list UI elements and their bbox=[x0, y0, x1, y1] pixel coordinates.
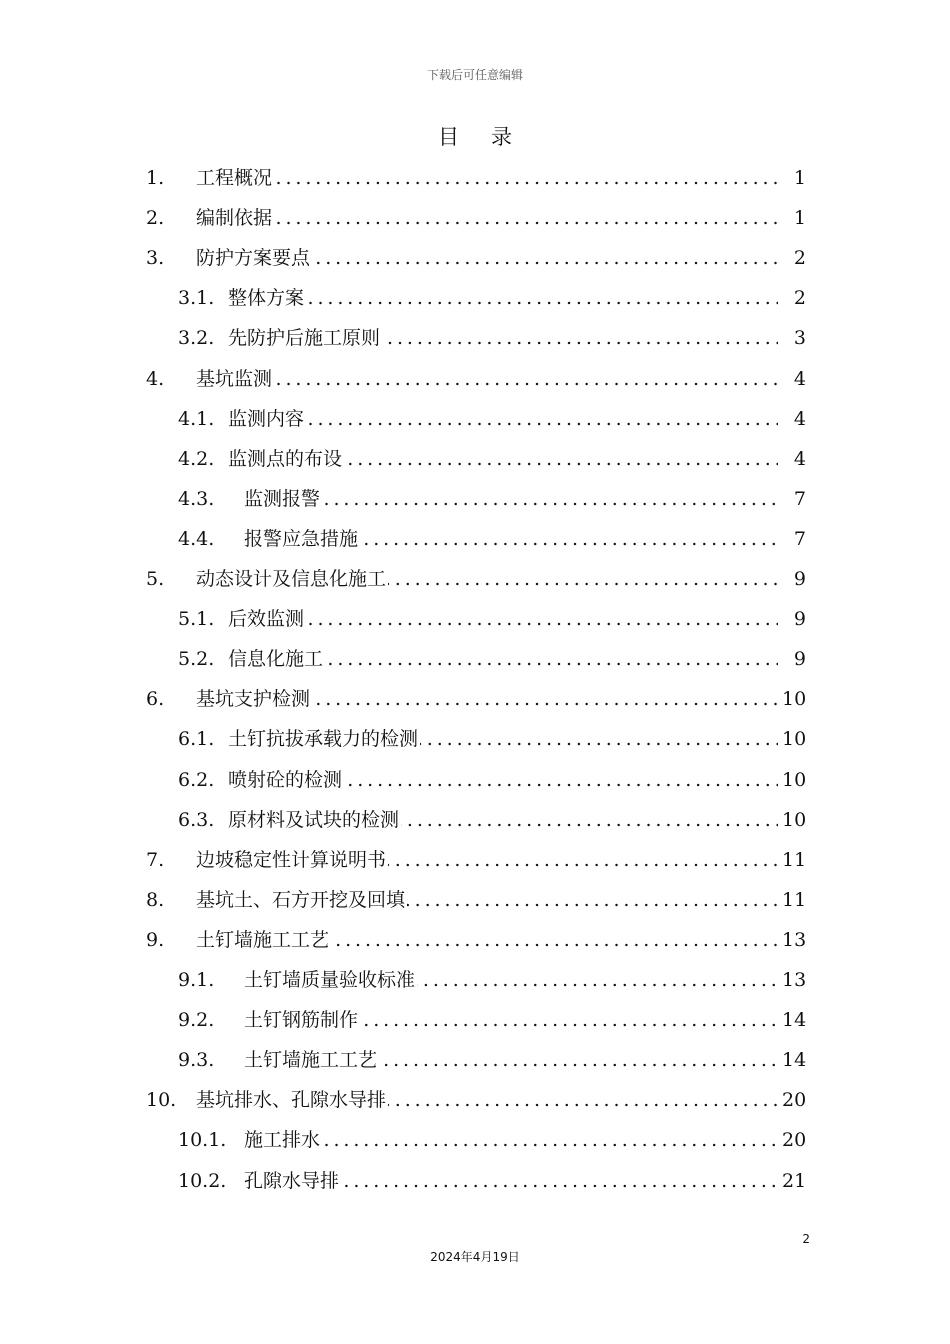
toc-entry-page: 13 bbox=[782, 969, 807, 991]
toc-title-char-2: 录 bbox=[491, 125, 512, 149]
toc-entry-number: 5.1. bbox=[178, 608, 215, 631]
toc-entry-number: 4. bbox=[146, 367, 165, 390]
toc-entry-number: 10. bbox=[146, 1089, 177, 1112]
toc-entry-label-leader bbox=[196, 1080, 778, 1120]
toc-entry-label-leader bbox=[228, 760, 778, 800]
toc-entry-page: 7 bbox=[793, 487, 806, 510]
toc-entry-number: 3. bbox=[146, 247, 165, 270]
toc-entry-label: 监测内容 bbox=[228, 407, 305, 430]
toc-entry-number: 5.2. bbox=[178, 648, 215, 671]
toc-entry[interactable] bbox=[0, 920, 950, 960]
toc-entry-label: 土钉墙施工工艺 bbox=[244, 1049, 378, 1072]
toc-entry-number: 8. bbox=[146, 888, 165, 911]
toc-entry[interactable] bbox=[0, 519, 950, 559]
toc-entry-page: 9 bbox=[793, 608, 806, 631]
toc-entry-page: 10 bbox=[782, 808, 807, 831]
toc-entry-page: 21 bbox=[782, 1169, 807, 1192]
toc-entry-number: 6.3. bbox=[178, 808, 215, 831]
toc-entry-label: 孔隙水导排 bbox=[244, 1169, 340, 1192]
toc-entry-label-leader bbox=[228, 318, 778, 358]
toc-entry-label: 整体方案 bbox=[228, 287, 305, 310]
toc-entry-number: 6. bbox=[146, 688, 165, 711]
toc-entry-label: 施工排水 bbox=[244, 1129, 321, 1152]
toc-entry-page: 11 bbox=[782, 848, 807, 871]
toc-entry-number: 10.1. bbox=[178, 1129, 227, 1152]
toc-entry-number: 4.4. bbox=[178, 527, 215, 550]
toc-entry-page: 10 bbox=[782, 728, 807, 751]
toc-entry[interactable] bbox=[0, 599, 950, 639]
toc-entry[interactable] bbox=[0, 880, 950, 920]
toc-entry-label-leader bbox=[244, 1040, 778, 1080]
toc-entry[interactable] bbox=[0, 800, 950, 840]
toc-entry-number: 3.1. bbox=[178, 287, 215, 310]
toc-entry-page: 20 bbox=[782, 1089, 807, 1112]
toc-entry-label: 土钉墙质量验收标准 bbox=[244, 969, 416, 991]
toc-entry-page: 1 bbox=[793, 167, 806, 189]
toc-entry-page: 4 bbox=[793, 367, 806, 390]
toc-entry-number: 6.1. bbox=[178, 728, 215, 751]
toc-entry-page: 14 bbox=[782, 1049, 807, 1072]
toc-entry-number: 4.2. bbox=[178, 447, 215, 470]
toc-entry-label: 基坑监测 bbox=[196, 367, 273, 390]
toc-entry-label: 防护方案要点 bbox=[196, 247, 311, 270]
toc-entry-label-leader bbox=[196, 679, 778, 719]
toc-entry-label: 先防护后施工原则 bbox=[228, 327, 381, 350]
toc-entry-label: 基坑排水、孔隙水导排 bbox=[196, 1089, 387, 1112]
page-header: 下载后可任意编辑 bbox=[426, 68, 523, 82]
toc-entry-page: 7 bbox=[793, 527, 806, 550]
toc-entry-label: 监测点的布设 bbox=[228, 447, 343, 470]
toc-entry-label-leader bbox=[196, 158, 778, 198]
toc-entry[interactable] bbox=[0, 399, 950, 439]
toc-entry-label: 编制依据 bbox=[196, 207, 273, 230]
toc-entry-label: 土钉墙施工工艺 bbox=[196, 928, 330, 951]
toc-entry-page: 1 bbox=[793, 207, 806, 230]
toc-entry-label-leader bbox=[196, 840, 778, 880]
toc-entry[interactable] bbox=[0, 439, 950, 479]
toc-entry-label: 土钉抗拔承载力的检测 bbox=[228, 728, 419, 751]
toc-entry-page: 3 bbox=[793, 327, 806, 350]
toc-entry-label-leader bbox=[228, 399, 778, 439]
toc-entry[interactable] bbox=[0, 238, 950, 278]
toc-entry-number: 9.1. bbox=[178, 969, 215, 991]
toc-entry-label: 边坡稳定性计算说明书 bbox=[196, 848, 387, 871]
toc-entry-label: 信息化施工 bbox=[228, 648, 324, 671]
toc-entry-number: 7. bbox=[146, 848, 165, 871]
toc-entry-label: 工程概况 bbox=[196, 167, 273, 189]
toc-entry-page: 9 bbox=[793, 568, 806, 590]
toc-entry-label: 动态设计及信息化施工 bbox=[196, 568, 387, 590]
toc-entry-label-leader bbox=[244, 519, 778, 559]
toc-entry[interactable] bbox=[0, 1080, 950, 1120]
toc-entry-label-leader bbox=[244, 960, 778, 1000]
toc-entry-label-leader bbox=[196, 880, 778, 920]
toc-entry-page: 4 bbox=[793, 407, 806, 430]
toc-entry[interactable] bbox=[0, 719, 950, 759]
toc-entry-number: 5. bbox=[146, 568, 165, 590]
toc-entry[interactable] bbox=[0, 840, 950, 880]
footer-date: 2024年4月19日 bbox=[430, 1250, 520, 1264]
toc-entry[interactable] bbox=[0, 158, 950, 198]
toc-entry-label: 监测报警 bbox=[244, 487, 321, 510]
toc-entry-label-leader bbox=[228, 719, 778, 759]
toc-entry-number: 4.1. bbox=[178, 407, 215, 430]
toc-entry-number: 2. bbox=[146, 207, 165, 230]
toc-entry-label-leader bbox=[196, 198, 778, 238]
toc-entry-number: 3.2. bbox=[178, 327, 215, 350]
page-number: 2 bbox=[802, 1232, 810, 1246]
toc-entry-label: 喷射砼的检测 bbox=[228, 768, 343, 791]
toc-entry-number: 9.2. bbox=[178, 1009, 215, 1032]
toc-entry[interactable] bbox=[0, 479, 950, 519]
toc-entry-label: 原材料及试块的检测 bbox=[228, 808, 400, 831]
toc-entry-page: 20 bbox=[782, 1129, 807, 1152]
toc-entry-label: 基坑支护检测 bbox=[196, 688, 311, 711]
toc-entry[interactable] bbox=[0, 198, 950, 238]
toc-entry[interactable] bbox=[0, 679, 950, 719]
toc-entry-label: 土钉钢筋制作 bbox=[244, 1009, 359, 1032]
toc-entry-page: 10 bbox=[782, 688, 807, 711]
toc-entry-number: 9. bbox=[146, 928, 165, 951]
toc-entry-label-leader bbox=[244, 1161, 778, 1201]
toc-entry[interactable] bbox=[0, 639, 950, 679]
toc-entry-page: 4 bbox=[793, 447, 806, 470]
toc-entry-label-leader bbox=[196, 920, 778, 960]
toc-entry-page: 14 bbox=[782, 1009, 807, 1032]
toc-entry[interactable] bbox=[0, 760, 950, 800]
toc-entry-number: 4.3. bbox=[178, 487, 215, 510]
toc-entry-label-leader bbox=[228, 278, 778, 318]
toc-entry-label: 报警应急措施 bbox=[244, 527, 359, 550]
toc-entry-label-leader bbox=[228, 439, 778, 479]
toc-entry-number: 1. bbox=[146, 167, 165, 189]
toc-entry-page: 11 bbox=[782, 888, 807, 911]
toc-entry-page: 10 bbox=[782, 768, 807, 791]
toc-entry[interactable] bbox=[0, 1000, 950, 1040]
toc-entry-label-leader bbox=[228, 800, 778, 840]
toc-entry-page: 2 bbox=[793, 247, 806, 270]
toc-entry-page: 2 bbox=[793, 287, 806, 310]
toc-entry[interactable] bbox=[0, 318, 950, 358]
toc-title-char-1: 目 bbox=[438, 125, 459, 149]
toc-entry-label-leader bbox=[244, 1000, 778, 1040]
toc-entry-label-leader bbox=[196, 238, 778, 278]
toc-entry[interactable] bbox=[0, 559, 950, 599]
toc-entry[interactable] bbox=[0, 1040, 950, 1080]
toc-entry-label-leader bbox=[228, 599, 778, 639]
toc-entry-label: 后效监测 bbox=[228, 608, 305, 631]
toc-entry-label-leader bbox=[244, 479, 778, 519]
toc-entry-label-leader bbox=[228, 639, 778, 679]
toc-entry[interactable] bbox=[0, 960, 950, 1000]
toc-entry[interactable] bbox=[0, 1120, 950, 1160]
toc-entry-page: 9 bbox=[793, 648, 806, 671]
toc-entry[interactable] bbox=[0, 278, 950, 318]
toc-entry-label-leader bbox=[196, 359, 778, 399]
toc-entry-label-leader bbox=[196, 559, 778, 599]
toc-entry-label-leader bbox=[244, 1120, 778, 1160]
toc-entry-number: 6.2. bbox=[178, 768, 215, 791]
toc-entry-label: 基坑土、石方开挖及回填 bbox=[196, 888, 406, 911]
toc-entry[interactable] bbox=[0, 1161, 950, 1201]
toc-entry-number: 9.3. bbox=[178, 1049, 215, 1072]
toc-entry[interactable] bbox=[0, 359, 950, 399]
toc-entry-number: 10.2. bbox=[178, 1169, 227, 1192]
toc-title bbox=[0, 121, 950, 151]
toc-entry-page: 13 bbox=[782, 928, 807, 951]
